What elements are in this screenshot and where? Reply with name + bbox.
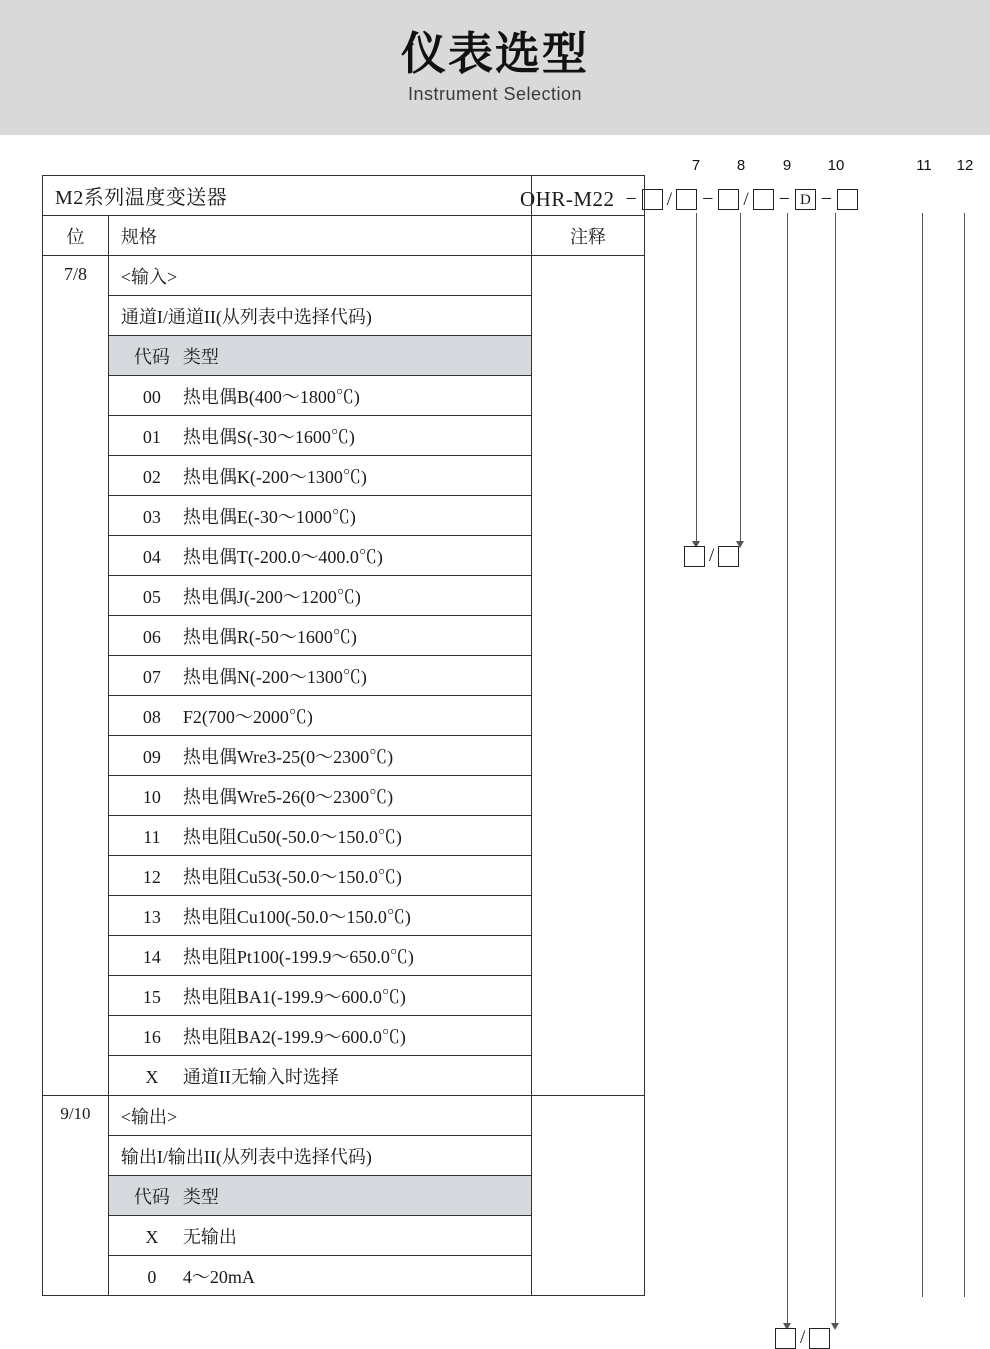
input-code: 06 [142,626,161,647]
digit-label-11: 11 [916,157,932,174]
slash-separator-1: / [666,188,673,210]
section-desc-output: 输出I/输出II(从列表中选择代码) [108,1136,531,1176]
subheader-output [108,1176,531,1216]
guide-line-10 [835,213,836,1325]
input-type: 热电偶S(-30～1600℃) [182,426,355,447]
guide-line-9 [787,213,788,1325]
input-code: 03 [142,506,161,527]
input-code: 13 [142,906,161,927]
selection-sheet [0,135,990,1348]
code-box-8[interactable] [676,189,697,210]
slash-separator-2: / [743,188,749,210]
subheader-input [108,336,531,376]
banner-title: 仪表选型 [400,28,589,80]
input-type: 热电阻BA2(-199.9～600.0℃) [182,1026,406,1047]
input-code: 07 [142,666,161,687]
input-type: 热电阻Cu50(-50.0～150.0℃) [182,826,402,847]
input-code: 15 [142,986,161,1007]
dash-separator-1: − [625,188,637,210]
input-type: 热电阻Pt100(-199.9～650.0℃) [182,946,414,967]
digit-label-8: 8 [736,157,746,174]
guide-line-7 [696,213,697,543]
input-code: 14 [142,946,161,967]
model-code-cell [531,176,644,216]
section-title-output: <输出> [108,1096,531,1136]
input-code: 04 [142,546,161,567]
digit-label-12: 12 [956,157,974,174]
spec-table [42,175,645,1296]
dash-separator-4: − [820,188,833,210]
section-desc-input: 通道I/通道II(从列表中选择代码) [108,296,531,336]
output-code: 0 [147,1266,157,1287]
input-type: 热电阻Cu100(-50.0～150.0℃) [182,906,411,927]
subheader-type-output: 类型 [182,1186,219,1207]
page-banner [0,0,990,135]
section-position-output: 9/10 [43,1096,109,1296]
note-cell-output [531,1096,644,1296]
input-channel-1-box[interactable] [684,546,705,567]
dash-separator-3: − [778,188,790,210]
input-type: 热电偶N(-200～1300℃) [182,666,367,687]
digit-label-9: 9 [782,157,792,174]
input-code-pair [684,545,739,567]
digit-label-7: 7 [691,157,701,174]
subheader-code-output: 代码 [133,1186,170,1207]
input-type: F2(700～2000℃) [182,706,313,727]
table-row [43,216,645,256]
input-type: 热电偶Wre5-26(0～2300℃) [182,786,394,807]
input-code: 11 [143,826,161,847]
series-title: M2系列温度变送器 [43,176,532,216]
input-code: 08 [142,706,161,727]
model-code-label: OHR-M22 [520,187,615,211]
code-box-9[interactable] [718,189,739,210]
guide-arrow-10 [831,1323,839,1330]
code-box-11-fixed: D [795,189,816,210]
input-type: 热电偶Wre3-25(0～2300℃) [182,746,394,767]
output-type: 无输出 [182,1226,237,1247]
input-type: 热电偶E(-30～1000℃) [182,506,356,527]
digit-label-row [0,157,990,177]
guide-line-11 [922,213,923,1297]
output-code: X [145,1226,159,1247]
header-position: 位 [43,216,109,256]
input-pair-slash: / [709,545,715,566]
table-row [43,176,645,216]
input-type: 热电偶R(-50～1600℃) [182,626,357,647]
input-code: 09 [142,746,161,767]
banner-subtitle: Instrument Selection [407,83,583,104]
code-box-10[interactable] [753,189,774,210]
input-type: 热电阻Cu53(-50.0～150.0℃) [182,866,402,887]
subheader-code-input: 代码 [133,346,170,367]
input-code: 02 [142,466,161,487]
header-note: 注释 [531,216,644,256]
subheader-type-input: 类型 [182,346,219,367]
input-code: 12 [142,866,161,887]
input-code: 10 [142,786,161,807]
digit-label-10: 10 [827,157,845,174]
output-pair-slash: / [800,1327,806,1348]
input-channel-2-box[interactable] [718,546,739,567]
note-cell-input [531,256,644,1096]
dash-separator-2: − [702,188,714,210]
input-type: 热电阻BA1(-199.9～600.0℃) [182,986,406,1007]
input-code: 00 [142,386,161,407]
input-code: 01 [142,426,161,447]
input-type: 通道II无输入时选择 [182,1066,339,1087]
input-code: 05 [142,586,161,607]
output-code-pair [775,1327,830,1349]
output-channel-1-box[interactable] [775,1328,796,1349]
guide-line-8 [740,213,741,543]
table-row [43,1096,645,1136]
section-title-input: <输入> [108,256,531,296]
section-position-input: 7/8 [43,256,109,1096]
header-spec: 规格 [108,216,531,256]
table-row [43,256,645,296]
input-type: 热电偶K(-200～1300℃) [182,466,367,487]
code-box-12[interactable] [837,189,858,210]
input-type: 热电偶B(400～1800℃) [182,386,360,407]
input-type: 热电偶T(-200.0～400.0℃) [182,546,383,567]
input-type: 热电偶J(-200～1200℃) [182,586,361,607]
input-code: X [145,1066,159,1087]
guide-line-12 [964,213,965,1297]
output-channel-2-box[interactable] [809,1328,830,1349]
output-type: 4～20mA [182,1266,255,1287]
input-code: 16 [142,1026,161,1047]
